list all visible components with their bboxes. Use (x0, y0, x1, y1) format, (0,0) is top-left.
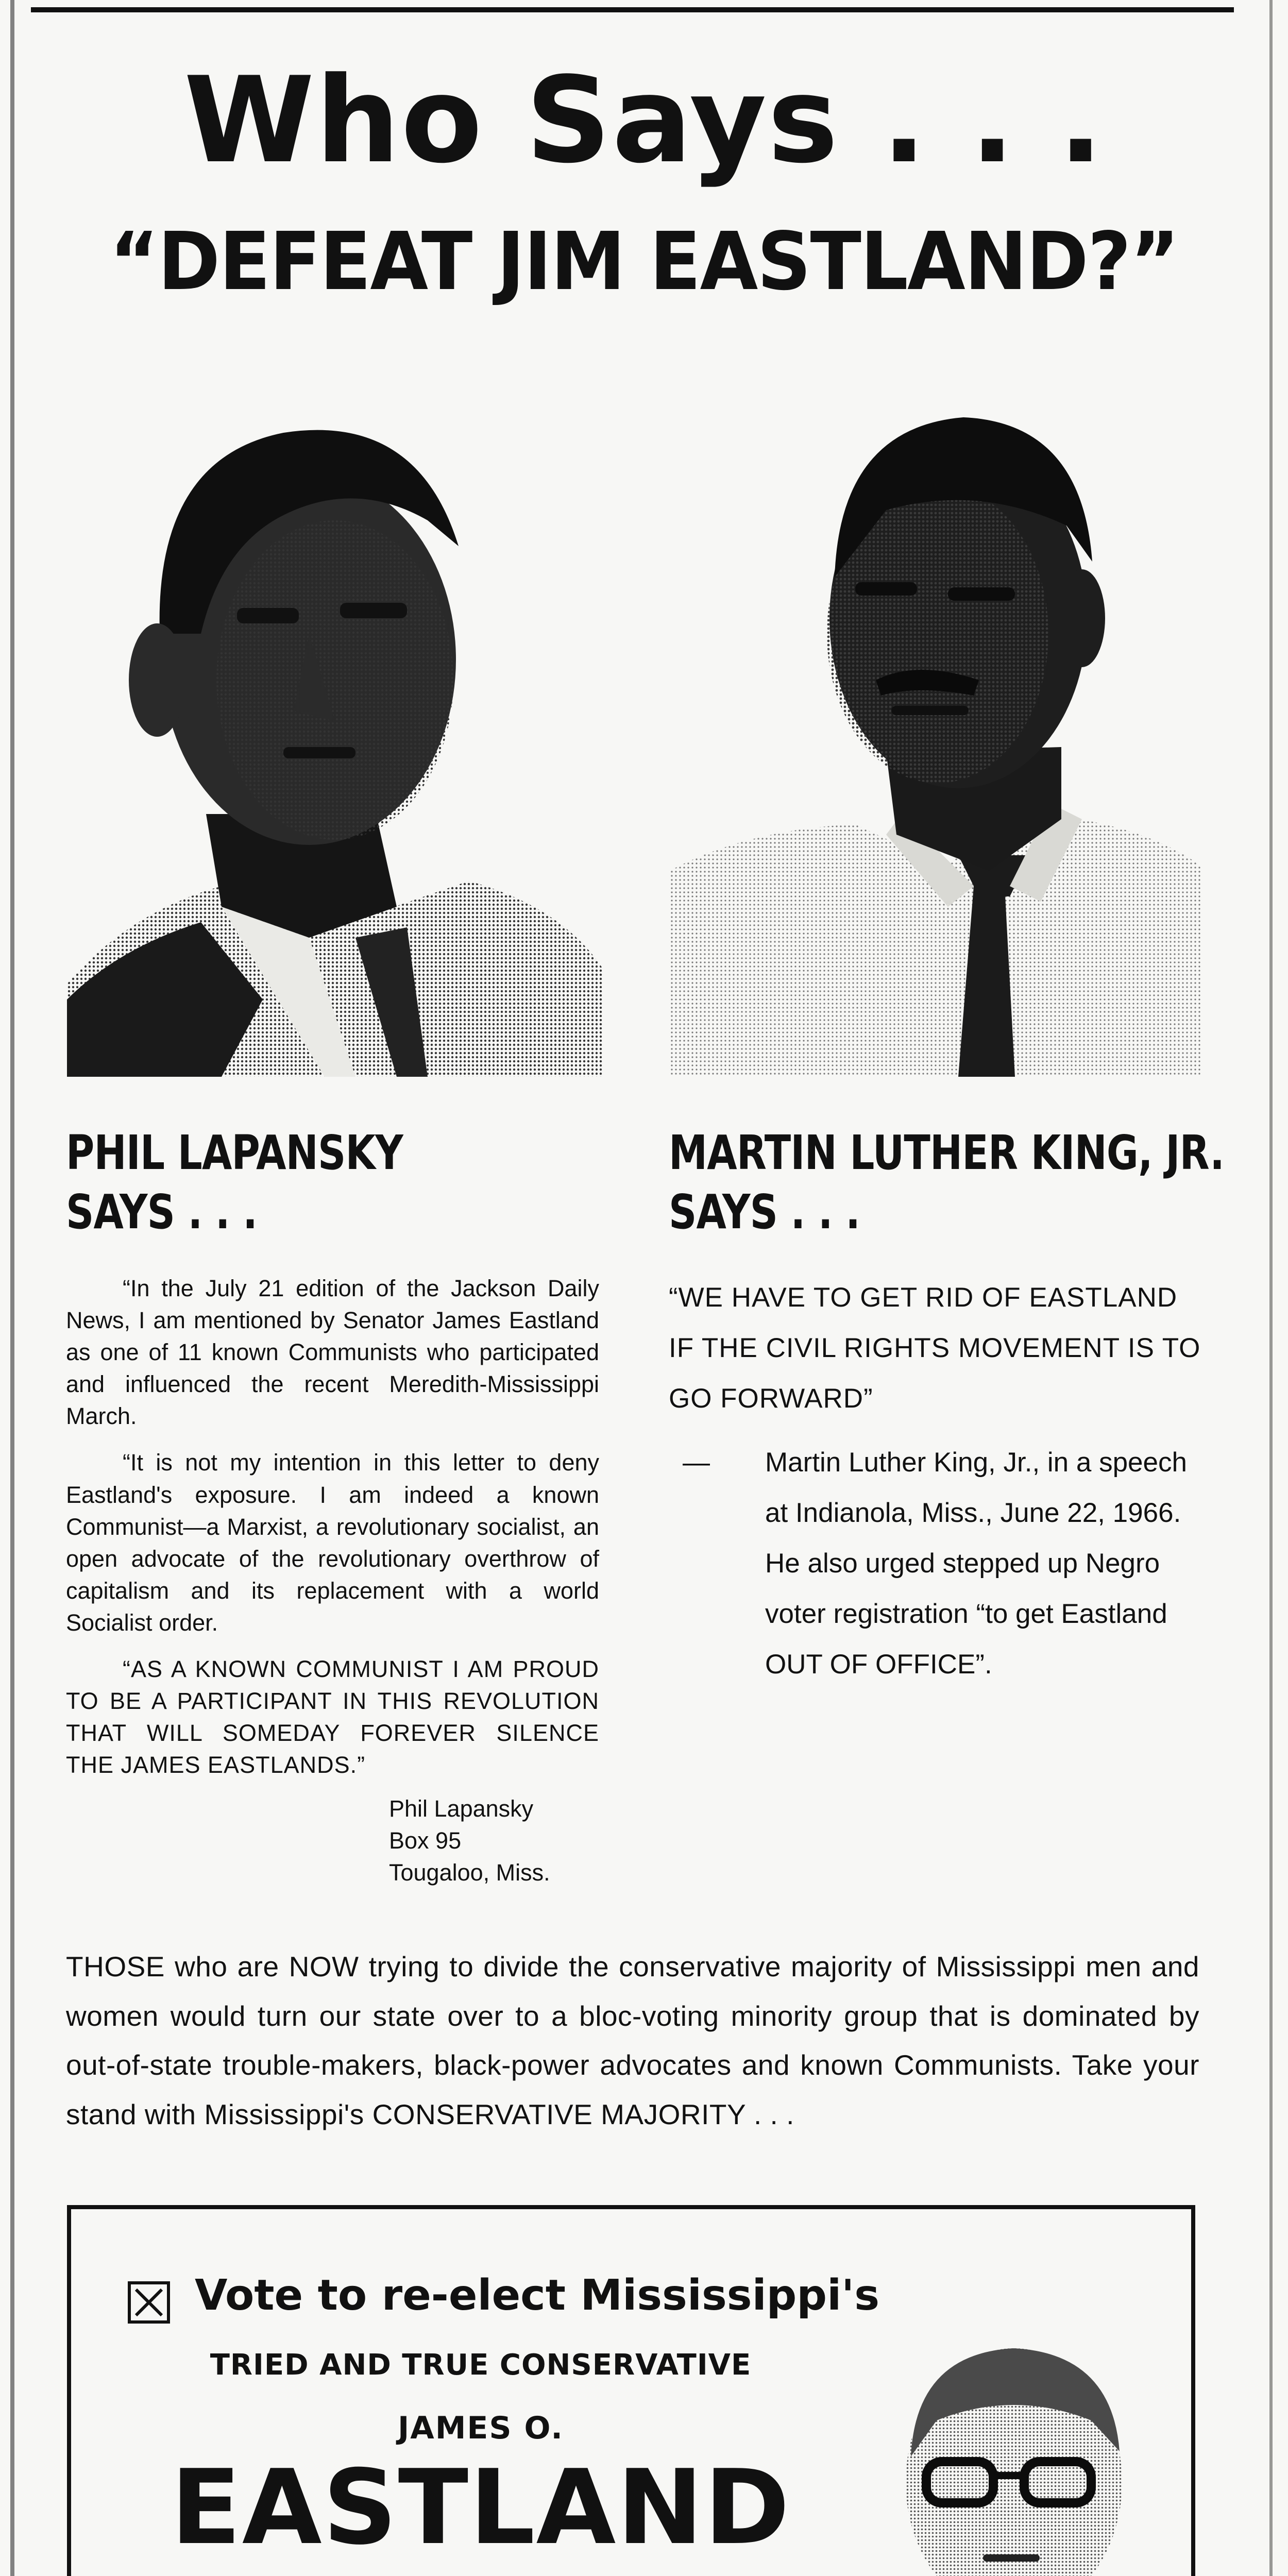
ballot-box (67, 2205, 1195, 2576)
candidate-first-name: JAMES O. (397, 2410, 564, 2446)
page-edge-right (1269, 0, 1273, 2576)
speaker-name-lapansky: PHIL LAPANSKY (66, 1125, 403, 1180)
headline-defeat-eastland: “DEFEAT JIM EASTLAND?” (109, 215, 1179, 308)
top-rule (31, 7, 1234, 12)
king-attribution (683, 1437, 1203, 1690)
candidate-last-name: EASTLAND (171, 2448, 791, 2568)
attribution-dash: — (683, 1447, 710, 1478)
lapansky-paragraph-1: “In the July 21 edition of the Jackson Daily News, I am mentioned by Senator James Eastland as one of 11 known Communists who participated and influenced the recent Meredith-Mississippi March. (66, 1275, 599, 1430)
portrait-martin-luther-king-jr (670, 392, 1200, 1077)
speaker-heading-lapansky (66, 1123, 403, 1242)
signature-box: Box 95 (389, 1827, 462, 1854)
king-quote-block (669, 1273, 1202, 1424)
portrait-james-eastland (834, 2333, 1184, 2576)
king-quote: “WE HAVE TO GET RID OF EASTLAND IF THE CIVIL RIGHTS MOVEMENT IS TO GO FORWARD” (669, 1282, 1201, 1414)
lapansky-letter (66, 1273, 599, 1795)
conservative-majority-paragraph: THOSE who are NOW trying to divide the conservative majority of Mississippi men and women would turn our state over to a bloc-voting minority group that is dominated by out-of-state trouble-makers, black-power advocates and known Communists. Take your stand with Mississippi's CONSERVATIVE MAJORITY . . . (66, 1951, 1199, 2131)
headline-who-says: Who Says . . . (183, 52, 1105, 190)
lapansky-paragraph-2: “It is not my intention in this letter to deny Eastland's exposure. I am indeed a known Communist—a Marxist, a revolutionary socialist, an open advocate of the revolutionary overthrow of capitalism and its replacement with a world Socialist order. (66, 1449, 599, 1636)
speaker-says-king: SAYS . . . (669, 1184, 860, 1240)
page-edge-left (10, 0, 14, 2576)
lapansky-paragraph-3: “AS A KNOWN COMMUNIST I AM PROUD TO BE A PARTICIPANT IN THIS REVOLUTION THAT WILL SOMEDAY FOREVER SILENCE THE JAMES EASTLANDS.” (66, 1656, 599, 1778)
vote-line: Vote to re-elect Mississippi's (195, 2271, 880, 2320)
x-checkbox-icon (128, 2281, 170, 2324)
speaker-heading-king (669, 1123, 1224, 1242)
lapansky-signature (389, 1793, 550, 1889)
attribution-text: Martin Luther King, Jr., in a speech at Indianola, Miss., June 22, 1966. He also urged stepped up Negro voter registration “to get Eastland OUT OF OFFICE”. (765, 1447, 1187, 1680)
speaker-name-king: MARTIN LUTHER KING, JR. (669, 1125, 1225, 1180)
portrait-phil-lapansky (67, 392, 603, 1077)
signature-town: Tougaloo, Miss. (389, 1859, 550, 1886)
speaker-says-lapansky: SAYS . . . (66, 1184, 258, 1240)
tried-and-true-line: TRIED AND TRUE CONSERVATIVE (210, 2348, 752, 2382)
signature-name: Phil Lapansky (389, 1795, 534, 1822)
